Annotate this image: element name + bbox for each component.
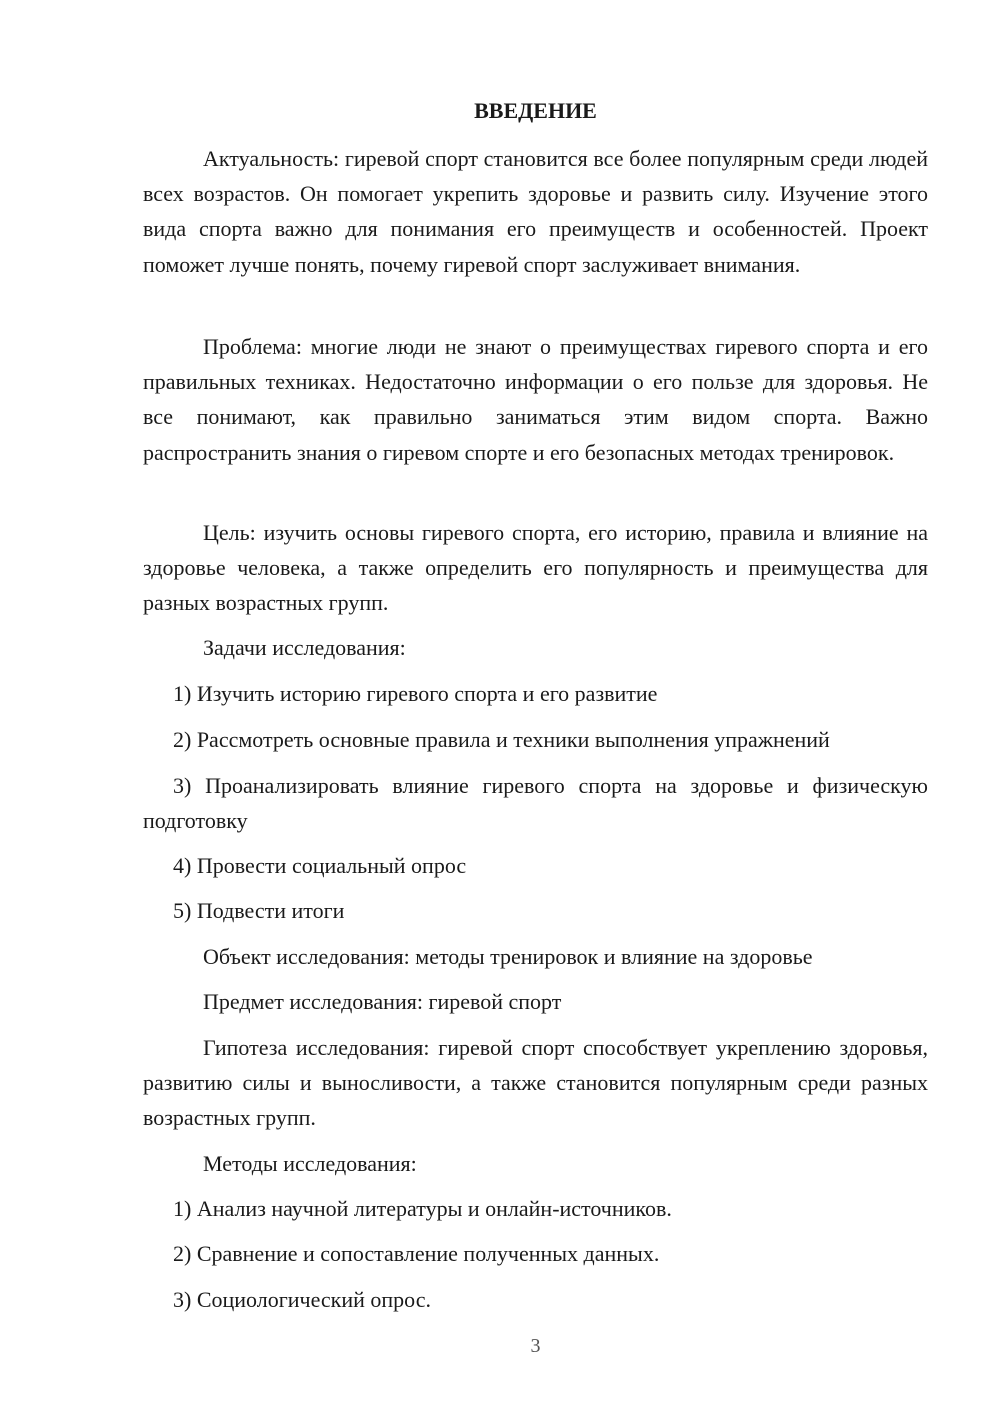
methods-heading: Методы исследования:	[203, 1151, 417, 1176]
tasks-heading: Задачи исследования:	[203, 635, 406, 660]
hypothesis-paragraph: Гипотеза исследования: гиревой спорт способствует укреплению здоровья, развитию силы и выносливости, а также становится популярным среди разных возрастных групп.	[143, 1035, 928, 1131]
page-number: 3	[530, 1335, 541, 1357]
method-item: 3) Социологический опрос.	[173, 1287, 431, 1312]
object-paragraph: Объект исследования: методы тренировок и влияние на здоровье	[203, 944, 813, 969]
goal-paragraph: Цель: изучить основы гиревого спорта, его историю, правила и влияние на здоровье человека, а также определить его популярность и преимущества для разных возрастных групп.	[143, 520, 928, 616]
method-item: 1) Анализ научной литературы и онлайн-источников.	[173, 1196, 672, 1221]
page-title: ВВЕДЕНИЕ	[474, 98, 597, 123]
relevance-paragraph: Актуальность: гиревой спорт становится все более популярным среди людей всех возрастов. Он помогает укрепить здоровье и развить силу. Изучение этого вида спорта важно для понимания его преимуществ и особенностей. Проект поможет лучше понять, почему гиревой спорт заслуживает внимания.	[143, 146, 928, 277]
problem-paragraph: Проблема: многие люди не знают о преимуществах гиревого спорта и его правильных техниках. Недостаточно информации о его пользе для здоровья. Не все понимают, как правильно заниматься этим видом спорта. Важно распространить знания о гиревом спорте и его безопасных методах тренировок.	[143, 334, 928, 465]
document-page	[143, 0, 928, 1414]
subject-paragraph: Предмет исследования: гиревой спорт	[203, 989, 562, 1014]
task-item: 1) Изучить историю гиревого спорта и его развитие	[173, 681, 658, 706]
task-item: 4) Провести социальный опрос	[173, 853, 467, 878]
method-item: 2) Сравнение и сопоставление полученных данных.	[173, 1241, 660, 1266]
task-item: 2) Рассмотреть основные правила и техники выполнения упражнений	[173, 727, 830, 752]
task-item: 3) Проанализировать влияние гиревого спорта на здоровье и физическую подготовку	[143, 773, 928, 834]
task-item: 5) Подвести итоги	[173, 898, 345, 923]
